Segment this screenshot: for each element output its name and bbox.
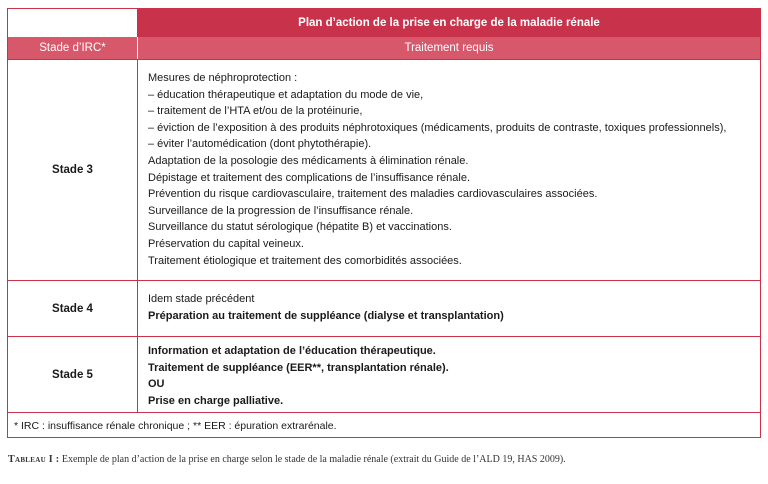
treatment-cell [138, 281, 760, 336]
treatment-line: Traitement étiologique et traitement des comorbidités associées. [148, 254, 462, 267]
treatment-line: Prévention du risque cardiovasculaire, traitement des maladies cardiovasculaires associées. [148, 188, 598, 201]
table-title: Plan d’action de la prise en charge de la maladie rénale [298, 17, 600, 29]
treatment-cell [138, 337, 760, 412]
column-header-treatment: Traitement requis [404, 42, 494, 54]
treatment-line: – traitement de l’HTA et/ou de la protéinurie, [148, 105, 363, 118]
treatment-line: Préparation au traitement de suppléance (dialyse et transplantation) [148, 309, 504, 322]
stage-label: Stade 3 [8, 60, 138, 280]
treatment-line: Traitement de suppléance (EER**, transplantation rénale). [148, 361, 449, 374]
treatment-line: Surveillance de la progression de l’insuffisance rénale. [148, 204, 414, 217]
treatment-line: Adaptation de la posologie des médicaments à élimination rénale. [148, 154, 469, 167]
table-header-row [8, 37, 760, 59]
caption-label: Tableau I : [8, 454, 60, 465]
treatment-line: Préservation du capital veineux. [148, 237, 304, 250]
table-caption [8, 454, 566, 465]
table-footnote: * IRC : insuffisance rénale chronique ; ** EER : épuration extrarénale. [8, 412, 760, 438]
table-row-stage-5 [8, 336, 760, 412]
treatment-line: Prise en charge palliative. [148, 394, 284, 407]
treatment-line: Mesures de néphroprotection : [148, 72, 298, 84]
column-header-stage: Stade d’IRC* [8, 37, 138, 59]
treatment-line: Surveillance du statut sérologique (hépatite B) et vaccinations. [148, 221, 452, 234]
title-blank-cell [8, 9, 138, 37]
treatment-cell [138, 60, 760, 280]
table-row-stage-3 [8, 59, 760, 280]
action-plan-table [7, 8, 761, 438]
treatment-line: – éviter l’automédication (dont phytothérapie). [148, 138, 372, 151]
treatment-line: – éducation thérapeutique et adaptation du mode de vie, [148, 88, 424, 101]
treatment-line: Information et adaptation de l’éducation thérapeutique. [148, 345, 436, 357]
stage-label: Stade 4 [8, 281, 138, 336]
treatment-line: Idem stade précédent [148, 293, 255, 305]
table-row-stage-4 [8, 280, 760, 336]
caption-text: Exemple de plan d’action de la prise en charge selon le stade de la maladie rénale (extrait du Guide de l’ALD 19, HAS 2009). [61, 454, 566, 465]
treatment-line: – éviction de l’exposition à des produits néphrotoxiques (médicaments, produits de contraste, toxiques professionnels), [148, 121, 727, 134]
table-title-row [8, 9, 760, 37]
stage-label: Stade 5 [8, 337, 138, 412]
treatment-line: Dépistage et traitement des complications de l’insuffisance rénale. [148, 171, 471, 184]
treatment-line: OU [148, 378, 165, 391]
